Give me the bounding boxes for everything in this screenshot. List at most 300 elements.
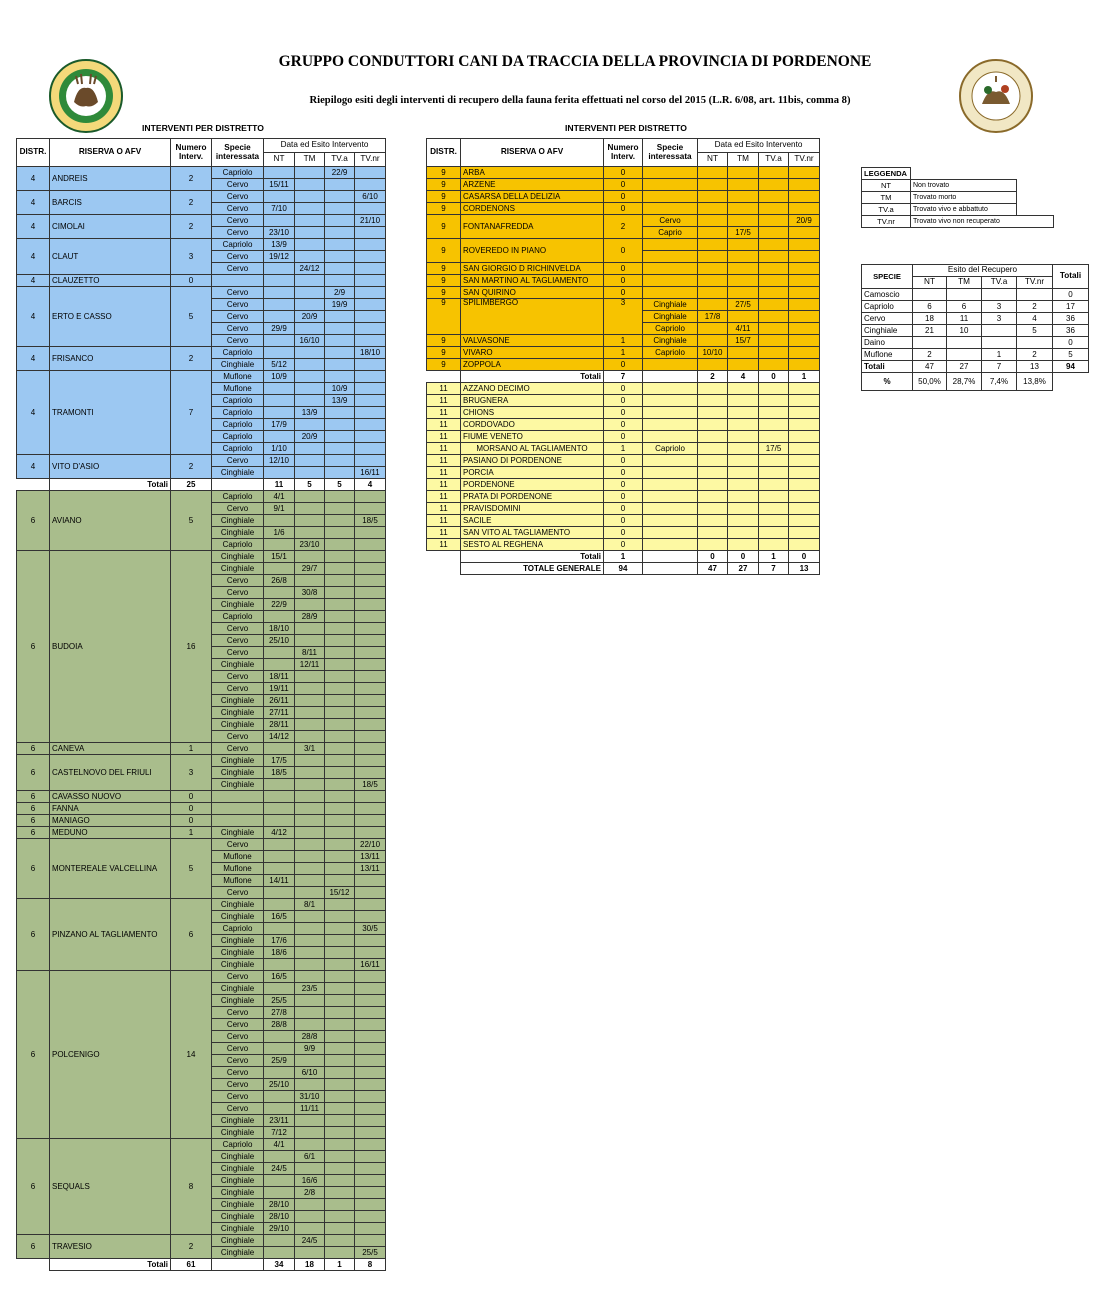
page-subtitle: Riepilogo esiti degli interventi di recupero della fauna ferita effettuati nel corso del 2015 (L.R. 6/08, art. 11bis, comma 8) (309, 95, 851, 106)
district-cell: 11 (427, 443, 461, 455)
date-cell (698, 443, 728, 455)
date-cell (728, 515, 759, 527)
header-data-esito: Data ed Esito Intervento (698, 139, 820, 153)
date-cell (295, 827, 325, 839)
table-row (17, 791, 386, 803)
date-cell (295, 683, 325, 695)
header-nt: NT (264, 153, 295, 167)
district-cell: 4 (17, 371, 50, 455)
date-cell (789, 455, 820, 467)
count-cell: 8 (171, 1139, 212, 1235)
date-cell (355, 983, 386, 995)
species-cell (212, 791, 264, 803)
date-cell (355, 1091, 386, 1103)
date-cell (325, 1031, 355, 1043)
species-cell: Cinghiale (212, 515, 264, 527)
riserva-cell: ARBA (461, 167, 604, 179)
date-cell (325, 1007, 355, 1019)
date-cell: 18/11 (264, 671, 295, 683)
table-row (427, 275, 820, 287)
total-label: Totali (461, 371, 604, 383)
date-cell (295, 755, 325, 767)
date-cell (264, 1031, 295, 1043)
percent-row (862, 373, 1089, 391)
date-cell: 13/9 (325, 395, 355, 407)
date-cell: 25/10 (264, 1079, 295, 1091)
species-cell: Cinghiale (212, 707, 264, 719)
blank-cell (17, 479, 50, 491)
date-cell (355, 503, 386, 515)
blank-cell (643, 551, 698, 563)
date-cell (264, 515, 295, 527)
date-cell (325, 587, 355, 599)
date-cell (698, 539, 728, 551)
date-cell (698, 479, 728, 491)
count-cell: 2 (604, 215, 643, 239)
date-cell (295, 167, 325, 179)
species-cell: Capriolo (212, 407, 264, 419)
date-cell (355, 1103, 386, 1115)
species-cell (643, 263, 698, 275)
section-title-right: INTERVENTI PER DISTRETTO (565, 123, 687, 133)
date-cell (698, 455, 728, 467)
species-cell (643, 383, 698, 395)
date-cell: 6/1 (295, 1151, 325, 1163)
date-cell: 28/8 (264, 1019, 295, 1031)
count-cell: 1 (604, 347, 643, 359)
date-cell (264, 647, 295, 659)
date-cell (325, 839, 355, 851)
district-cell: 6 (17, 791, 50, 803)
table-cell (947, 349, 982, 361)
date-cell (264, 1235, 295, 1247)
species-cell: Cervo (212, 1079, 264, 1091)
date-cell (295, 935, 325, 947)
date-cell (325, 647, 355, 659)
total-value: 0 (698, 551, 728, 563)
date-cell (295, 803, 325, 815)
date-cell (325, 1019, 355, 1031)
species-cell (643, 251, 698, 263)
date-cell (325, 251, 355, 263)
district-cell: 6 (17, 491, 50, 551)
date-cell: 15/7 (728, 335, 759, 347)
date-cell (325, 311, 355, 323)
table-cell: 7,4% (982, 373, 1017, 391)
date-cell (789, 275, 820, 287)
riserva-cell: PRAVISDOMINI (461, 503, 604, 515)
date-cell (325, 863, 355, 875)
date-cell (789, 479, 820, 491)
species-col: NT (913, 277, 947, 289)
date-cell (295, 731, 325, 743)
count-cell: 0 (604, 419, 643, 431)
date-cell (355, 647, 386, 659)
table-row (427, 503, 820, 515)
date-cell (759, 179, 789, 191)
species-summary-table (861, 264, 1089, 391)
date-cell (325, 1043, 355, 1055)
date-cell (759, 275, 789, 287)
date-cell: 30/5 (355, 923, 386, 935)
species-cell: Cervo (643, 215, 698, 227)
date-cell: 28/9 (295, 611, 325, 623)
species-cell: Cinghiale (212, 527, 264, 539)
date-cell (728, 287, 759, 299)
header-distr: DISTR. (17, 139, 50, 167)
date-cell (295, 371, 325, 383)
date-cell (789, 539, 820, 551)
table-cell: 6 (913, 301, 947, 313)
date-cell: 16/5 (264, 911, 295, 923)
gruppo-conduttori-logo-icon (48, 58, 124, 134)
count-cell: 2 (171, 455, 212, 479)
date-cell: 15/12 (325, 887, 355, 899)
date-cell: 16/10 (295, 335, 325, 347)
date-cell (325, 791, 355, 803)
date-cell (325, 695, 355, 707)
species-cell: Cervo (212, 1067, 264, 1079)
date-cell: 27/5 (728, 299, 759, 311)
date-cell (325, 191, 355, 203)
district-cell: 11 (427, 515, 461, 527)
date-cell (264, 659, 295, 671)
date-cell (355, 323, 386, 335)
total-row (17, 479, 386, 491)
date-cell: 19/11 (264, 683, 295, 695)
species-cell (212, 275, 264, 287)
date-cell (728, 455, 759, 467)
district-cell: 9 (427, 215, 461, 239)
date-cell (759, 467, 789, 479)
date-cell (295, 395, 325, 407)
total-value: 1 (789, 371, 820, 383)
date-cell (355, 1043, 386, 1055)
date-cell: 16/6 (295, 1175, 325, 1187)
date-cell (355, 419, 386, 431)
table-row (427, 467, 820, 479)
date-cell (759, 395, 789, 407)
date-cell (325, 959, 355, 971)
date-cell (355, 911, 386, 923)
total-value: 13 (789, 563, 820, 575)
table-cell: 5 (1053, 349, 1089, 361)
date-cell (355, 239, 386, 251)
table-row (17, 815, 386, 827)
table-cell (1017, 289, 1053, 301)
count-cell: 5 (171, 839, 212, 899)
date-cell (759, 287, 789, 299)
date-cell (264, 983, 295, 995)
species-header-esito: Esito del Recupero (913, 265, 1053, 277)
species-cell (643, 527, 698, 539)
date-cell (789, 167, 820, 179)
date-cell: 9/9 (295, 1043, 325, 1055)
table-row (17, 347, 386, 359)
date-cell (355, 695, 386, 707)
species-cell: Cinghiale (212, 899, 264, 911)
date-cell (355, 659, 386, 671)
species-cell: Cinghiale (212, 659, 264, 671)
date-cell (789, 347, 820, 359)
date-cell (264, 215, 295, 227)
species-cell (643, 491, 698, 503)
table-row (427, 527, 820, 539)
date-cell (355, 203, 386, 215)
table-row (427, 203, 820, 215)
date-cell (355, 995, 386, 1007)
date-cell: 7/12 (264, 1127, 295, 1139)
date-cell (759, 455, 789, 467)
date-cell (295, 779, 325, 791)
date-cell (355, 1151, 386, 1163)
species-cell: Muflone (212, 875, 264, 887)
date-cell (355, 731, 386, 743)
date-cell: 18/6 (264, 947, 295, 959)
table-row (427, 167, 820, 179)
date-cell (698, 527, 728, 539)
date-cell: 22/9 (264, 599, 295, 611)
date-cell (295, 575, 325, 587)
date-cell (789, 527, 820, 539)
total-value: 1 (759, 551, 789, 563)
riserva-cell: CORDENONS (461, 203, 604, 215)
date-cell (325, 671, 355, 683)
date-cell (759, 215, 789, 227)
species-cell (643, 191, 698, 203)
species-cell: Capriolo (212, 611, 264, 623)
count-cell: 2 (171, 1235, 212, 1259)
count-cell: 3 (171, 755, 212, 791)
table-cell: 27 (947, 361, 982, 373)
date-cell (355, 1127, 386, 1139)
date-cell (325, 239, 355, 251)
count-cell: 2 (171, 215, 212, 239)
legend-desc: Non trovato (911, 180, 1017, 192)
date-cell (759, 203, 789, 215)
district-cell: 6 (17, 743, 50, 755)
date-cell: 22/10 (355, 839, 386, 851)
date-cell (759, 419, 789, 431)
species-row (862, 325, 1089, 337)
date-cell (355, 1115, 386, 1127)
table-row (17, 239, 386, 251)
date-cell (264, 563, 295, 575)
species-cell: Cervo (212, 971, 264, 983)
riserva-cell: CLAUT (50, 239, 171, 275)
date-cell (728, 359, 759, 371)
table-cell: 50,0% (913, 373, 947, 391)
date-cell: 28/8 (295, 1031, 325, 1043)
species-cell: Cinghiale (643, 299, 698, 311)
district-cell: 11 (427, 395, 461, 407)
date-cell (355, 1223, 386, 1235)
date-cell: 5/12 (264, 359, 295, 371)
header-numero: Numero Interv. (171, 139, 212, 167)
date-cell (355, 803, 386, 815)
date-cell (355, 263, 386, 275)
date-cell (325, 779, 355, 791)
date-cell (789, 515, 820, 527)
riserva-cell: SESTO AL REGHENA (461, 539, 604, 551)
date-cell (698, 491, 728, 503)
table-cell: 2 (1017, 349, 1053, 361)
riserva-cell: SPILIMBERGO (461, 299, 604, 335)
species-cell (212, 803, 264, 815)
district-cell: 11 (427, 503, 461, 515)
district-cell: 11 (427, 467, 461, 479)
district-cell: 9 (427, 299, 461, 335)
legend-desc: Trovato morto (911, 192, 1017, 204)
date-cell (355, 551, 386, 563)
date-cell (728, 179, 759, 191)
date-cell (295, 515, 325, 527)
species-cell (643, 167, 698, 179)
date-cell: 26/11 (264, 695, 295, 707)
count-cell: 0 (171, 803, 212, 815)
date-cell (295, 851, 325, 863)
date-cell (728, 251, 759, 263)
district-cell: 6 (17, 839, 50, 899)
species-cell: Cinghiale (212, 1187, 264, 1199)
date-cell (295, 623, 325, 635)
date-cell (325, 911, 355, 923)
date-cell (355, 287, 386, 299)
district-cell: 4 (17, 347, 50, 371)
date-cell (325, 1235, 355, 1247)
table-row (17, 971, 386, 983)
date-cell (295, 455, 325, 467)
date-cell (325, 1199, 355, 1211)
count-cell: 0 (604, 203, 643, 215)
species-cell: Cinghiale (212, 719, 264, 731)
date-cell (295, 959, 325, 971)
date-cell (325, 1115, 355, 1127)
date-cell (325, 995, 355, 1007)
date-cell (355, 587, 386, 599)
table-row (17, 803, 386, 815)
date-cell: 21/10 (355, 215, 386, 227)
district-cell: 6 (17, 971, 50, 1139)
table-cell: 4 (1017, 313, 1053, 325)
species-cell (643, 515, 698, 527)
date-cell (355, 719, 386, 731)
date-cell (728, 419, 759, 431)
date-cell (295, 215, 325, 227)
date-cell (325, 1079, 355, 1091)
table-cell: 36 (1053, 313, 1089, 325)
district-cell: 11 (427, 527, 461, 539)
species-cell: Cervo (212, 191, 264, 203)
species-cell: Cinghiale (212, 1163, 264, 1175)
species-cell: Cinghiale (212, 1151, 264, 1163)
date-cell (295, 971, 325, 983)
species-cell (643, 239, 698, 251)
species-cell (643, 503, 698, 515)
date-cell (355, 527, 386, 539)
date-cell (759, 479, 789, 491)
species-cell: Capriolo (212, 167, 264, 179)
species-cell: Cervo (212, 1043, 264, 1055)
date-cell (355, 335, 386, 347)
header-riserva: RISERVA O AFV (50, 139, 171, 167)
total-value: 5 (295, 479, 325, 491)
table-row (427, 515, 820, 527)
date-cell (264, 791, 295, 803)
date-cell (355, 1055, 386, 1067)
species-cell: Cinghiale (212, 599, 264, 611)
date-cell (264, 1175, 295, 1187)
table-cell: % (862, 373, 913, 391)
date-cell (325, 635, 355, 647)
date-cell (264, 395, 295, 407)
species-cell: Cervo (212, 311, 264, 323)
date-cell (264, 335, 295, 347)
date-cell (295, 359, 325, 371)
species-cell: Cinghiale (212, 359, 264, 371)
species-cell (643, 431, 698, 443)
table-cell (982, 325, 1017, 337)
date-cell (325, 1139, 355, 1151)
date-cell (325, 899, 355, 911)
header-riserva: RISERVA O AFV (461, 139, 604, 167)
table-cell: 7 (982, 361, 1017, 373)
count-cell: 5 (171, 491, 212, 551)
date-cell (355, 887, 386, 899)
table-cell (913, 337, 947, 349)
table-row (427, 539, 820, 551)
district-cell: 9 (427, 239, 461, 263)
date-cell (264, 1187, 295, 1199)
count-cell: 3 (171, 239, 212, 275)
date-cell (264, 275, 295, 287)
blank-cell (212, 1259, 264, 1271)
table-row (427, 419, 820, 431)
date-cell (264, 923, 295, 935)
total-row (427, 551, 820, 563)
date-cell: 16/11 (355, 959, 386, 971)
total-value: 18 (295, 1259, 325, 1271)
riserva-cell: SEQUALS (50, 1139, 171, 1235)
date-cell: 13/9 (264, 239, 295, 251)
riserva-cell: AZZANO DECIMO (461, 383, 604, 395)
riserva-cell: FANNA (50, 803, 171, 815)
count-cell: 7 (171, 371, 212, 455)
district-cell: 9 (427, 275, 461, 287)
date-cell: 24/5 (264, 1163, 295, 1175)
date-cell: 17/6 (264, 935, 295, 947)
riserva-cell: MEDUNO (50, 827, 171, 839)
riserva-cell: TRAVESIO (50, 1235, 171, 1259)
date-cell (355, 1199, 386, 1211)
section-title-left: INTERVENTI PER DISTRETTO (142, 123, 264, 133)
riserva-cell: BARCIS (50, 191, 171, 215)
date-cell (728, 311, 759, 323)
table-cell: Totali (862, 361, 913, 373)
species-cell (643, 203, 698, 215)
species-cell: Cervo (212, 1007, 264, 1019)
date-cell (759, 263, 789, 275)
date-cell (295, 635, 325, 647)
date-cell (759, 191, 789, 203)
species-cell: Cinghiale (212, 911, 264, 923)
date-cell (325, 347, 355, 359)
species-cell: Cinghiale (643, 311, 698, 323)
riserva-cell: CLAUZETTO (50, 275, 171, 287)
table-row (17, 551, 386, 563)
date-cell: 16/11 (355, 467, 386, 479)
species-cell (643, 407, 698, 419)
